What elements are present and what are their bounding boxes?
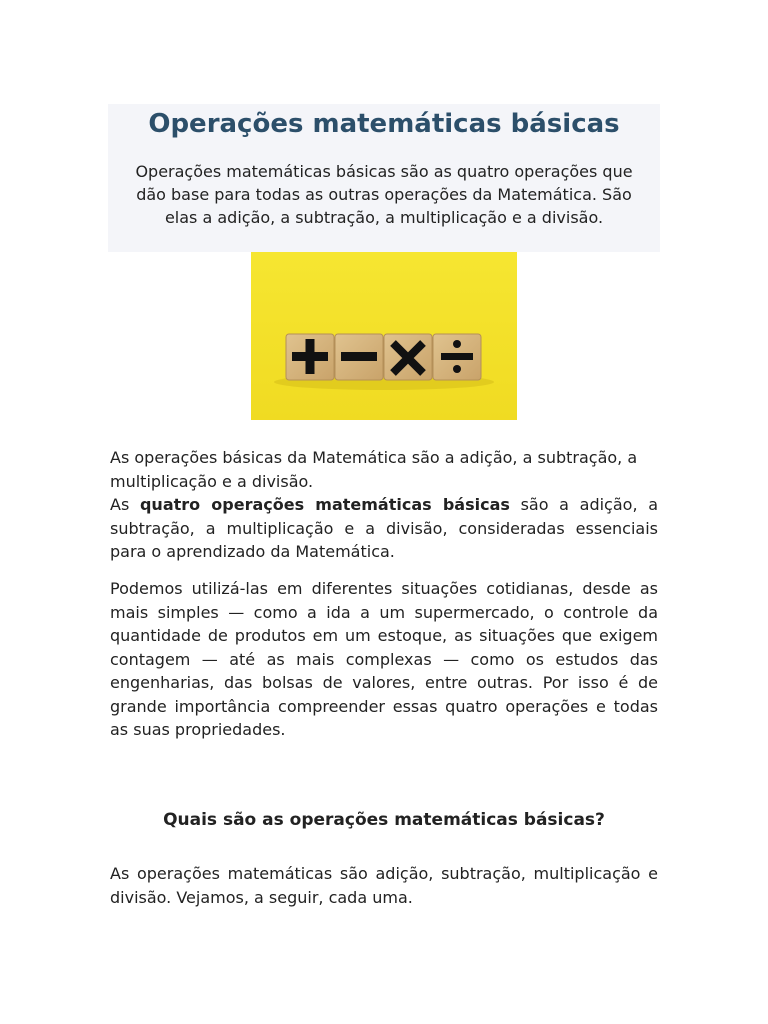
plus-block bbox=[286, 334, 334, 380]
math-operations-image bbox=[251, 252, 517, 420]
section-heading: Quais são as operações matemáticas básicas? bbox=[163, 810, 605, 830]
paragraph-1: As operações básicas da Matemática são a adição, a subtração, a multiplicação e a divisão. bbox=[110, 448, 638, 491]
divide-block bbox=[433, 334, 481, 380]
paragraph-2-suffix: são a adição, a subtração, a multiplicação e a divisão, consideradas essenciais para o aprendizado da Matemática. bbox=[110, 495, 659, 561]
paragraph-2 bbox=[110, 493, 658, 564]
times-block bbox=[384, 334, 432, 380]
paragraph-3: Podemos utilizá-las em diferentes situações cotidianas, desde as mais simples — como a ida a um supermercado, o controle da quantidade de produtos em um estoque, as situações que exigem contagem — até as mais complexas — como os estudos das engenharias, das bolsas de valores, entre outras. Por isso é de grande importância compreender essas quatro operações e todas as suas propriedades. bbox=[110, 579, 658, 739]
paragraph-2-bold: quatro operações matemáticas básicas bbox=[139, 495, 510, 514]
paragraph-4: As operações matemáticas são adição, subtração, multiplicação e divisão. Vejamos, a seguir, cada uma. bbox=[110, 864, 658, 907]
page-title: Operações matemáticas básicas bbox=[148, 109, 620, 139]
intro-text: Operações matemáticas básicas são as quatro operações que dão base para todas as outras operações da Matemática. São elas a adição, a subtração, a multiplicação e a divisão. bbox=[135, 162, 633, 227]
paragraph-2-prefix: As bbox=[110, 495, 140, 514]
minus-block bbox=[335, 334, 383, 380]
